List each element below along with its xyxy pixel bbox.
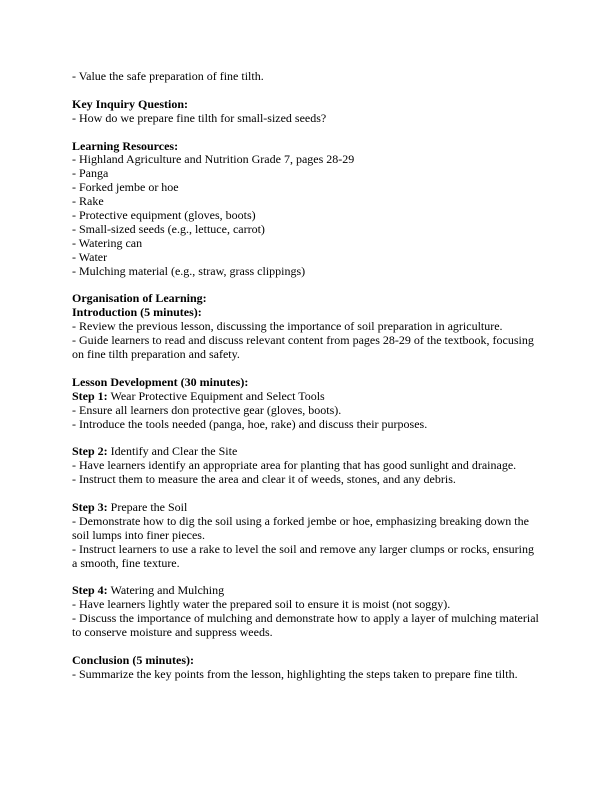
step-4	[72, 584, 540, 640]
text-run: - Protective equipment (gloves, boots)	[72, 208, 256, 223]
learning-resources-line	[72, 140, 540, 154]
key-inquiry-question-line	[72, 98, 540, 112]
text-run: - Rake	[72, 194, 104, 209]
bold-run: Introduction (5 minutes):	[72, 305, 202, 320]
learning-resources	[72, 140, 540, 279]
bold-run: Step 3:	[72, 500, 108, 514]
step-2-line	[72, 445, 540, 459]
step-3-line	[72, 515, 540, 543]
objectives-tail	[72, 70, 540, 84]
text-run: - Demonstrate how to dig the soil using a forked jembe or hoe, emphasizing breaking down the soil lumps into finer pieces.	[72, 513, 529, 542]
text-run: - Instruct them to measure the area and clear it of weeds, stones, and any debris.	[72, 472, 456, 487]
text-run: - Review the previous lesson, discussing the importance of soil preparation in agriculture.	[72, 319, 503, 334]
step-4-line	[72, 612, 540, 640]
step-3	[72, 501, 540, 571]
organisation-introduction-line	[72, 334, 540, 362]
text-run: - Panga	[72, 166, 109, 181]
lesson-development-step-1-line	[72, 404, 540, 418]
key-inquiry-question-line	[72, 112, 540, 126]
organisation-introduction	[72, 292, 540, 362]
text-run: Prepare the Soil	[107, 500, 188, 514]
text-run: - Have learners identify an appropriate area for planting that has good sunlight and drainage.	[72, 458, 517, 473]
text-run: - Instruct learners to use a rake to level the soil and remove any larger clumps or rocks, ensuring a smooth, fine texture.	[72, 541, 534, 570]
key-inquiry-question	[72, 98, 540, 126]
conclusion-line	[72, 654, 540, 668]
text-run: Identify and Clear the Site	[107, 444, 238, 459]
text-run: Wear Protective Equipment and Select Tools	[107, 388, 325, 403]
text-run: - Ensure all learners don protective gear (gloves, boots).	[72, 402, 342, 417]
step-2-line	[72, 459, 540, 473]
bold-run: Lesson Development (30 minutes):	[72, 374, 249, 389]
lesson-development-step-1-line	[72, 418, 540, 432]
learning-resources-line	[72, 181, 540, 195]
step-2-line	[72, 473, 540, 487]
bold-run: Key Inquiry Question:	[72, 96, 189, 111]
bold-run: Organisation of Learning:	[72, 291, 207, 306]
organisation-introduction-line	[72, 306, 540, 320]
lesson-development-step-1-line	[72, 390, 540, 404]
text-run: Watering and Mulching	[107, 583, 225, 598]
step-4-line	[72, 598, 540, 612]
conclusion-line	[72, 668, 540, 682]
organisation-introduction-line	[72, 320, 540, 334]
text-run: - Summarize the key points from the lesson, highlighting the steps taken to prepare fine tilth.	[72, 666, 518, 681]
bold-run: Step 1:	[72, 388, 108, 403]
bold-run: Conclusion (5 minutes):	[72, 652, 195, 667]
learning-resources-line	[72, 237, 540, 251]
lesson-development-step-1	[72, 376, 540, 432]
step-3-line	[72, 501, 540, 515]
text-run: - How do we prepare fine tilth for small-sized seeds?	[72, 110, 327, 125]
objectives-tail-line	[72, 70, 540, 84]
organisation-introduction-line	[72, 292, 540, 306]
learning-resources-line	[72, 167, 540, 181]
bold-run: Step 2:	[72, 444, 108, 459]
text-run: - Discuss the importance of mulching and demonstrate how to apply a layer of mulching material to conserve moisture and suppress weeds.	[72, 611, 539, 640]
bold-run: Step 4:	[72, 583, 108, 598]
learning-resources-line	[72, 195, 540, 209]
step-2	[72, 445, 540, 487]
step-4-line	[72, 584, 540, 598]
text-run: - Water	[72, 249, 108, 264]
learning-resources-line	[72, 209, 540, 223]
learning-resources-line	[72, 251, 540, 265]
text-run: - Guide learners to read and discuss relevant content from pages 28-29 of the textbook, focusing on fine tilth preparation and safety.	[72, 333, 534, 362]
text-run: - Watering can	[72, 235, 143, 250]
conclusion	[72, 654, 540, 682]
step-3-line	[72, 543, 540, 571]
text-run: - Introduce the tools needed (panga, hoe, rake) and discuss their purposes.	[72, 416, 428, 431]
text-run: - Forked jembe or hoe	[72, 180, 179, 195]
document-content	[72, 70, 540, 696]
text-run: - Highland Agriculture and Nutrition Grade 7, pages 28-29	[72, 152, 355, 167]
learning-resources-line	[72, 223, 540, 237]
learning-resources-line	[72, 265, 540, 279]
lesson-development-step-1-line	[72, 376, 540, 390]
bold-run: Learning Resources:	[72, 138, 179, 153]
text-run: - Small-sized seeds (e.g., lettuce, carrot)	[72, 221, 265, 236]
text-run: - Mulching material (e.g., straw, grass clippings)	[72, 263, 306, 278]
learning-resources-line	[72, 153, 540, 167]
text-run: - Have learners lightly water the prepared soil to ensure it is moist (not soggy).	[72, 597, 451, 612]
text-run: - Value the safe preparation of fine tilth.	[72, 69, 264, 83]
